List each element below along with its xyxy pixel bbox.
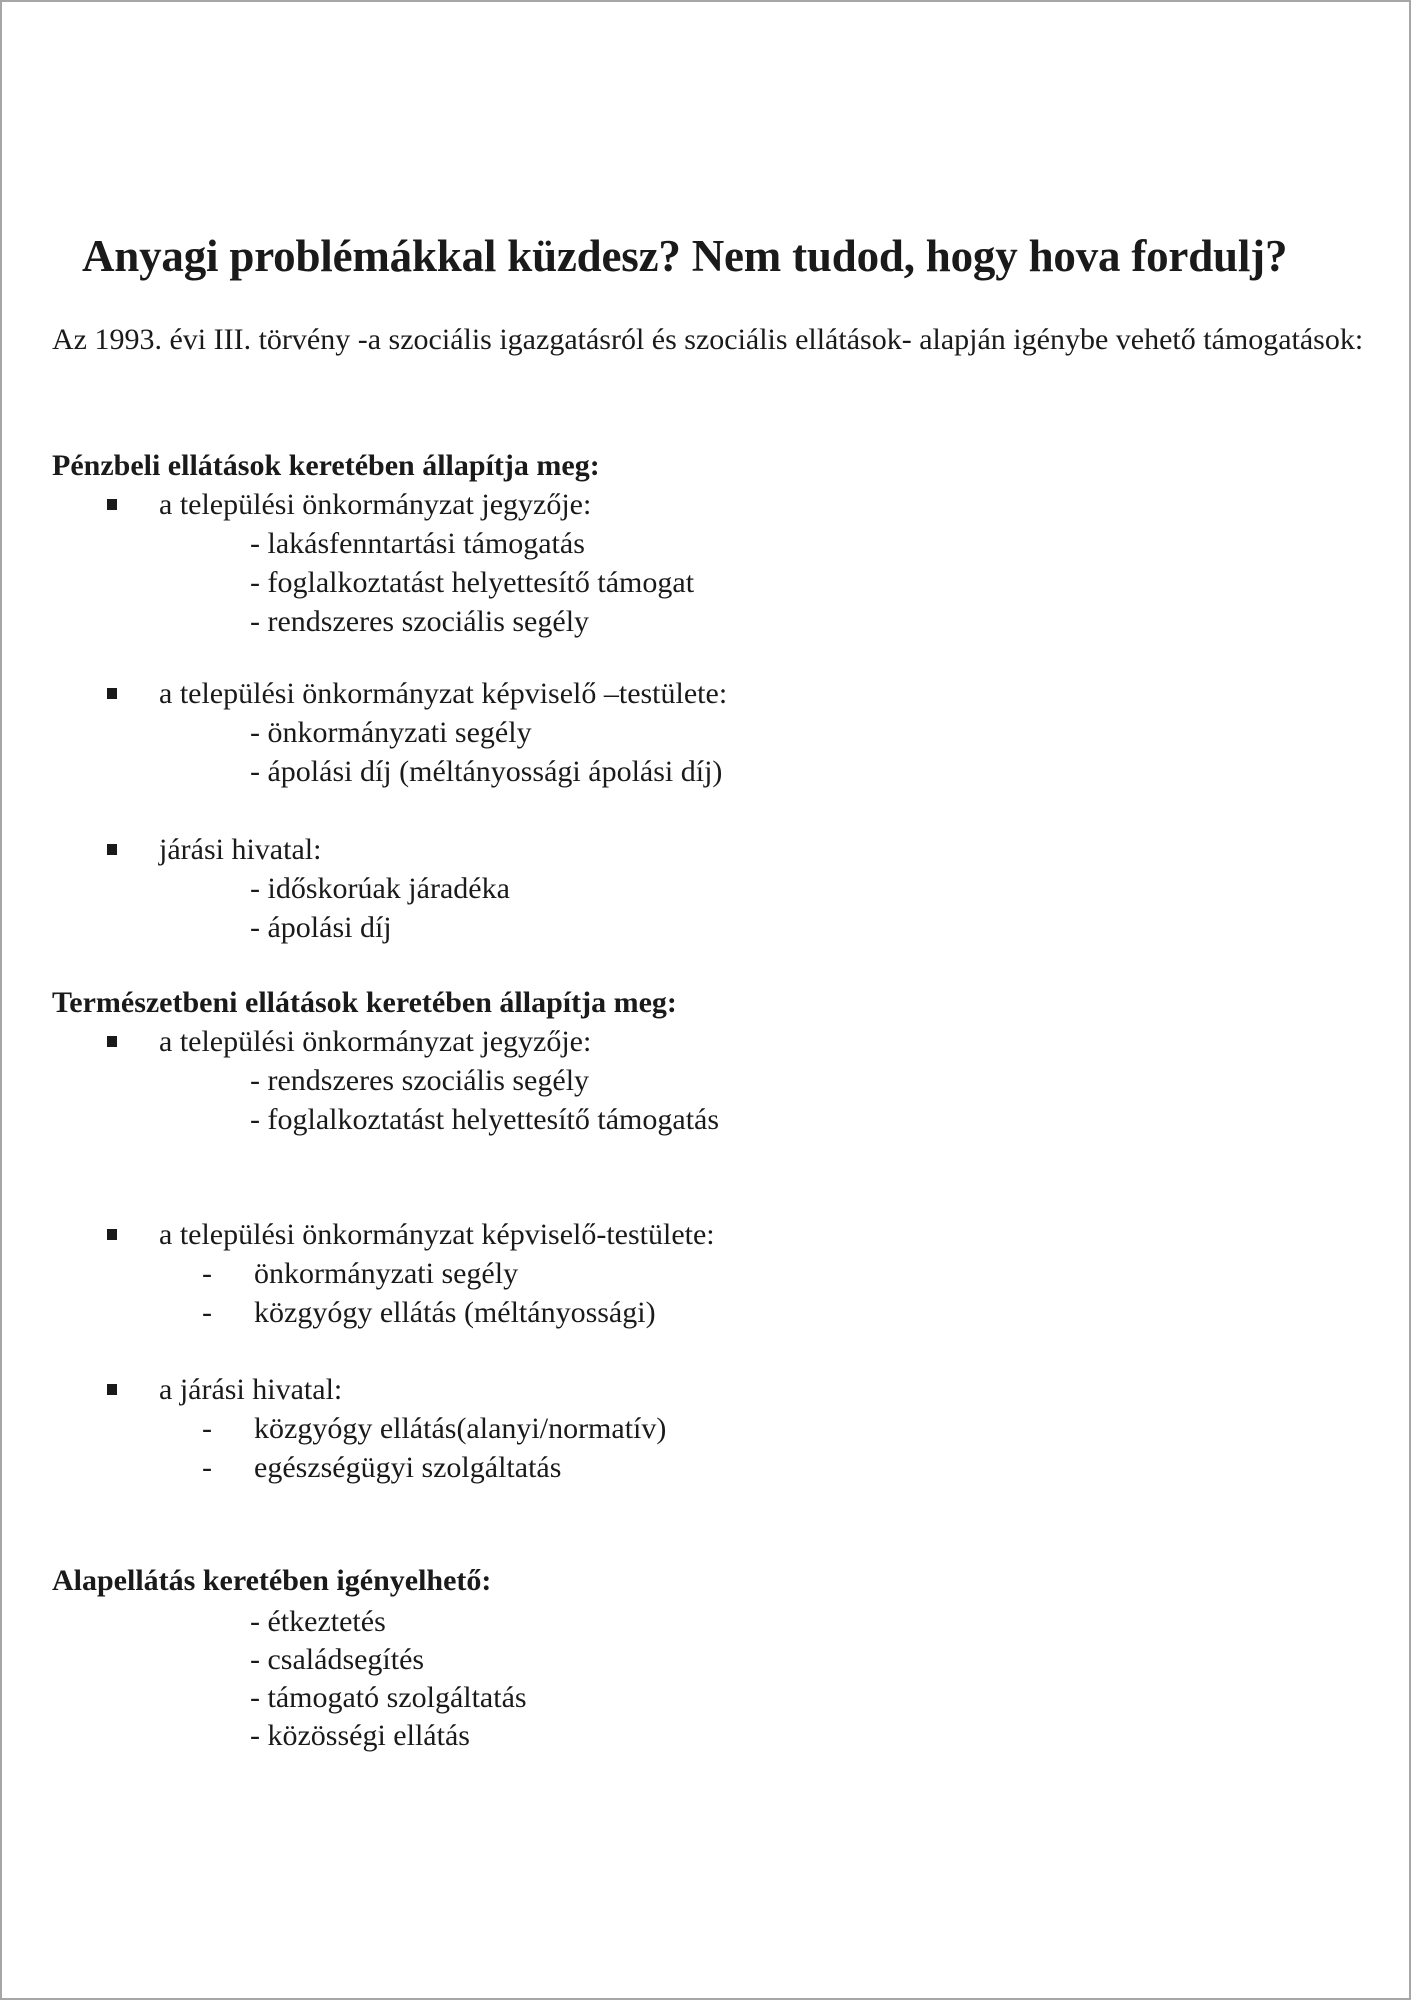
dash-marker: - <box>202 1257 212 1290</box>
list-item: - rendszeres szociális segély <box>250 605 590 638</box>
list-item: - ápolási díj <box>250 911 392 944</box>
list-item: - rendszeres szociális segély <box>250 1064 590 1097</box>
square-bullet-icon <box>107 844 117 855</box>
list-item-text: önkormányzati segély <box>254 1257 519 1290</box>
list-item: - közösségi ellátás <box>250 1719 470 1752</box>
bullet-label: járási hivatal: <box>159 833 322 866</box>
list-item: - foglalkoztatást helyettesítő támogatás <box>250 1103 720 1136</box>
square-bullet-icon <box>107 1036 117 1047</box>
intro-paragraph: Az 1993. évi III. törvény -a szociális igazgatásról és szociális ellátások- alapján igénybe vehető támogatások: <box>52 323 1364 356</box>
square-bullet-icon <box>107 1384 117 1395</box>
bullet-label: a települési önkormányzat képviselő-testülete: <box>159 1218 715 1251</box>
list-item: - ápolási díj (méltányossági ápolási díj) <box>250 755 723 788</box>
dash-marker: - <box>202 1451 212 1484</box>
list-item: - családsegítés <box>250 1643 425 1676</box>
list-item: - lakásfenntartási támogatás <box>250 527 585 560</box>
square-bullet-icon <box>107 1229 117 1240</box>
bullet-label: a járási hivatal: <box>159 1373 343 1406</box>
list-item: - támogató szolgáltatás <box>250 1681 527 1714</box>
list-item: - étkeztetés <box>250 1605 386 1638</box>
bullet-label: a települési önkormányzat jegyzője: <box>159 1025 592 1058</box>
list-item: - időskorúak járadéka <box>250 872 510 905</box>
bullet-label: a települési önkormányzat képviselő –testülete: <box>159 677 728 710</box>
list-item-text: egészségügyi szolgáltatás <box>254 1451 562 1484</box>
dash-marker: - <box>202 1412 212 1445</box>
square-bullet-icon <box>107 688 117 699</box>
list-item: - önkormányzati segély <box>250 716 532 749</box>
square-bullet-icon <box>107 499 117 510</box>
list-item: - foglalkoztatást helyettesítő támogat <box>250 566 695 599</box>
list-item-text: közgyógy ellátás (méltányossági) <box>254 1296 656 1329</box>
dash-marker: - <box>202 1296 212 1329</box>
list-item-text: közgyógy ellátás(alanyi/normatív) <box>254 1412 667 1445</box>
page-title: Anyagi problémákkal küzdesz? Nem tudod, hogy hova fordulj? <box>82 231 1288 281</box>
section-heading-penzbeli: Pénzbeli ellátások keretében állapítja meg: <box>52 449 600 482</box>
bullet-label: a települési önkormányzat jegyzője: <box>159 488 592 521</box>
section-heading-alapellatas: Alapellátás keretében igényelhető: <box>52 1564 492 1597</box>
section-heading-termeszetbeni: Természetbeni ellátások keretében állapítja meg: <box>52 986 677 1019</box>
